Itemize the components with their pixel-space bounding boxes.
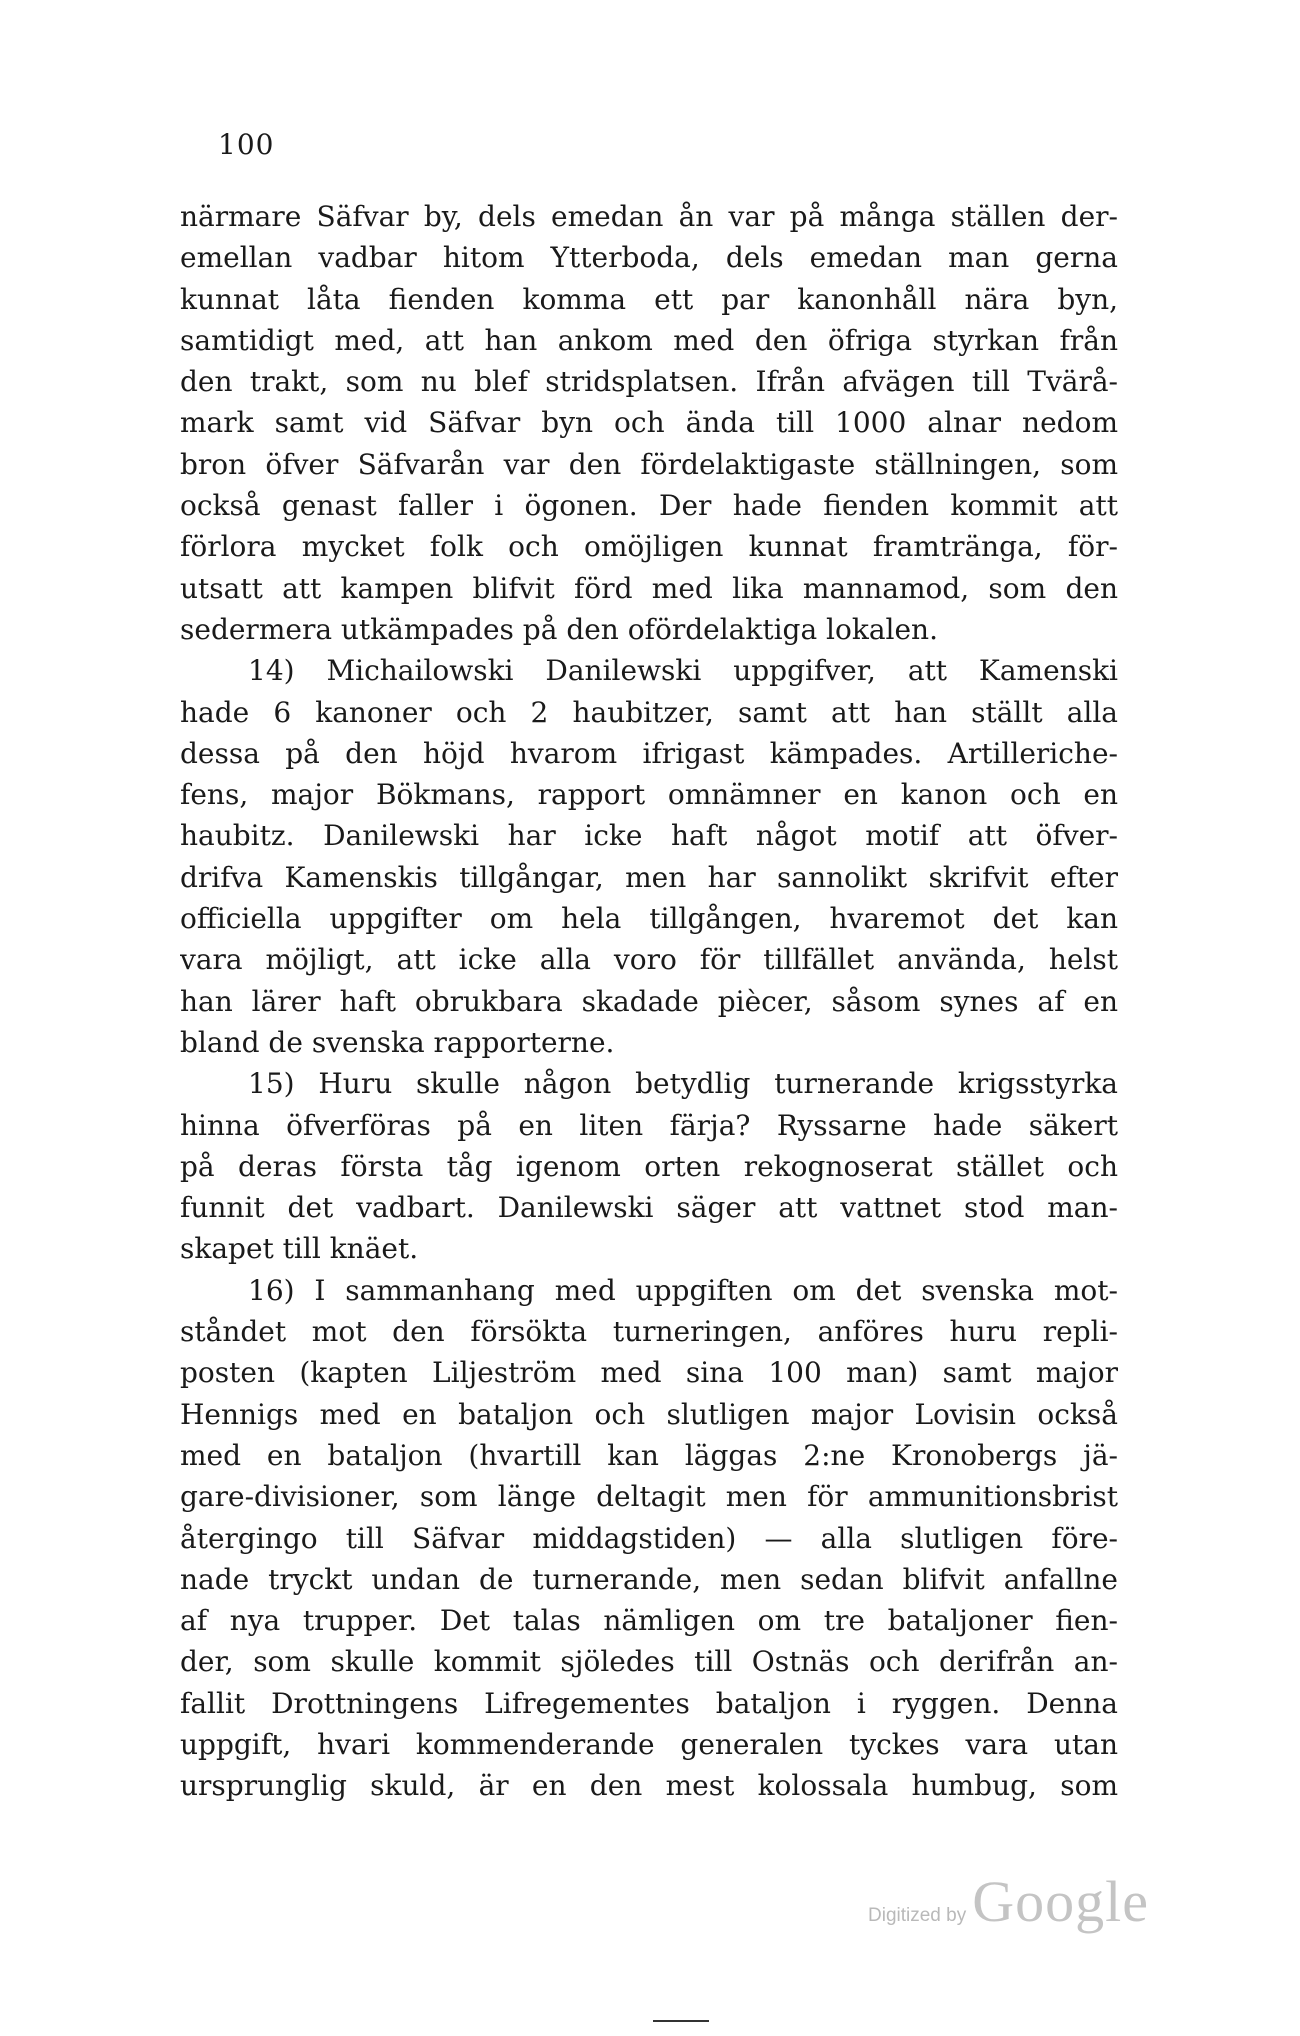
text-line: ståndet mot den försökta turneringen, anföres huru repli-: [180, 1315, 1118, 1349]
text-line: närmare Säfvar by, dels emedan ån var på många ställen der-: [180, 200, 1118, 233]
text-line: utsatt att kampen blifvit förd med lika mannamod, som den: [180, 571, 1118, 605]
text-line: den trakt, som nu blef stridsplatsen. Ifrån afvägen till Tvärå-: [180, 365, 1118, 399]
text-line: med en bataljon (hvartill kan läggas 2:ne Kronobergs jä-: [180, 1438, 1118, 1472]
text-line: också genast faller i ögonen. Der hade fienden kommit att: [180, 489, 1118, 523]
text-line: der, som skulle kommit sjöledes till Ostnäs och derifrån an-: [180, 1645, 1118, 1679]
text-line: hade 6 kanoner och 2 haubitzer, samt att han ställt alla: [180, 695, 1118, 729]
body-text: [180, 196, 1118, 1807]
watermark-prefix: Digitized by: [868, 1905, 967, 1926]
text-line: 16) I sammanhang med uppgiften om det svenska mot-: [248, 1273, 1118, 1307]
text-line: återgingo till Säfvar middagstiden) — alla slutligen före-: [180, 1521, 1118, 1555]
text-line: nade tryckt undan de turnerande, men sedan blifvit anfallne: [180, 1562, 1118, 1596]
text-line: uppgift, hvari kommenderande generalen tyckes vara utan: [180, 1727, 1118, 1761]
digitized-watermark: [868, 1868, 1149, 1935]
text-line: Hennigs med en bataljon och slutligen major Lovisin också: [180, 1397, 1118, 1431]
text-line: dessa på den höjd hvarom ifrigast kämpades. Artilleriche-: [180, 736, 1118, 770]
text-line: officiella uppgifter om hela tillgången, hvaremot det kan: [180, 902, 1118, 936]
text-line: posten (kapten Liljeström med sina 100 man) samt major: [180, 1356, 1118, 1390]
text-line: fallit Drottningens Lifregementes bataljon i ryggen. Denna: [180, 1686, 1118, 1720]
text-line: haubitz. Danilewski har icke haft något motif att öfver-: [180, 819, 1118, 853]
text-line: han lärer haft obrukbara skadade piècer, såsom synes af en: [180, 984, 1118, 1018]
text-line: funnit det vadbart. Danilewski säger att vattnet stod man-: [180, 1191, 1118, 1225]
text-line: 15) Huru skulle någon betydlig turnerande krigsstyrka: [248, 1067, 1118, 1101]
google-logo: Google: [972, 1869, 1149, 1934]
text-line: fens, major Bökmans, rapport omnämner en kanon och en: [180, 778, 1118, 812]
text-line: kunnat låta fienden komma ett par kanonhåll nära byn,: [180, 282, 1118, 316]
text-line: på deras första tåg igenom orten rekognoserat stället och: [180, 1149, 1118, 1183]
text-line: emellan vadbar hitom Ytterboda, dels emedan man gerna: [180, 241, 1118, 275]
text-line: af nya trupper. Det talas nämligen om tre bataljoner fien-: [180, 1604, 1118, 1638]
text-line: mark samt vid Säfvar byn och ända till 1000 alnar nedom: [180, 406, 1118, 440]
text-line: bland de svenska rapporterne.: [180, 1025, 615, 1059]
text-line: bron öfver Säfvarån var den fördelaktigaste ställningen, som: [180, 447, 1118, 481]
text-line: 14) Michailowski Danilewski uppgifver, att Kamenski: [248, 654, 1118, 688]
text-line: hinna öfverföras på en liten färja? Ryssarne hade säkert: [180, 1108, 1118, 1142]
page-number: 100: [218, 128, 275, 161]
text-line: gare-divisioner, som länge deltagit men för ammunitionsbrist: [180, 1480, 1118, 1514]
footer-rule: [653, 2020, 709, 2022]
text-line: samtidigt med, att han ankom med den öfriga styrkan från: [180, 323, 1118, 357]
text-line: ursprunglig skuld, är en den mest kolossala humbug, som: [180, 1769, 1118, 1803]
text-line: vara möjligt, att icke alla voro för tillfället använda, helst: [180, 943, 1118, 977]
text-line: skapet till knäet.: [180, 1232, 419, 1266]
text-line: drifva Kamenskis tillgångar, men har sannolikt skrifvit efter: [180, 860, 1118, 894]
text-line: förlora mycket folk och omöjligen kunnat framtränga, för-: [180, 530, 1118, 564]
text-line: sedermera utkämpades på den ofördelaktiga lokalen.: [180, 612, 938, 646]
